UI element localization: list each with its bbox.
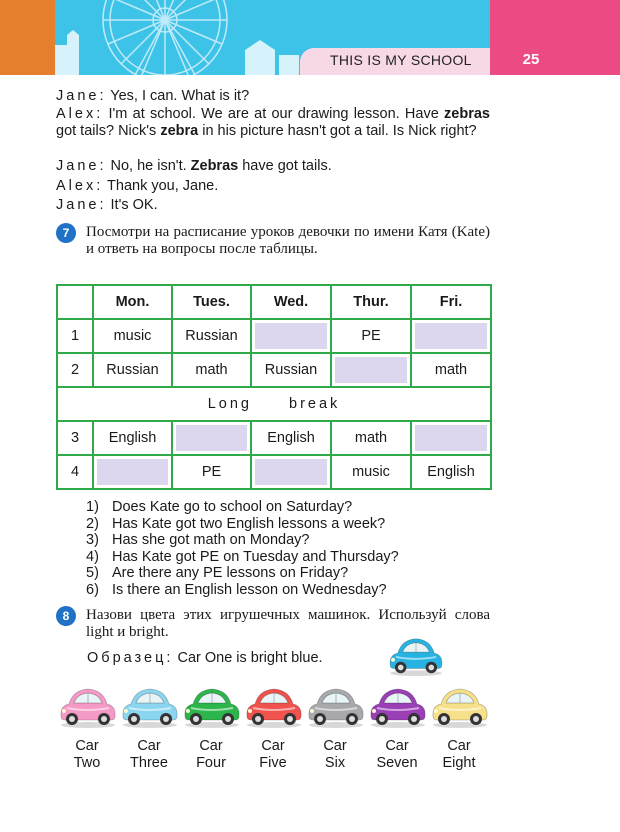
toy-car-image <box>305 684 367 735</box>
table-cell-blank <box>172 421 251 455</box>
table-cell: music <box>331 455 411 489</box>
car-label-line2: Three <box>130 755 168 771</box>
car-label <box>56 738 118 772</box>
table-cell-blank <box>331 353 411 387</box>
car-label-line1: Car <box>75 738 99 754</box>
dialogue-text: got tails? Nick's <box>56 122 161 139</box>
question-number: 4) <box>86 548 99 565</box>
car-label-line1: Car <box>447 738 471 754</box>
car-label <box>428 738 490 772</box>
table-cell: 3 <box>57 421 93 455</box>
exercise-number-badge: 7 <box>56 223 76 243</box>
car-label <box>366 738 428 772</box>
toy-car-image <box>181 684 243 735</box>
table-cell-blank <box>93 455 172 489</box>
bold-word: Zebras <box>190 158 239 174</box>
car-label-line2: Eight <box>442 755 476 771</box>
dialogue-text: in his picture hasn't got a tail. Is Nick right? <box>198 122 477 139</box>
list-item <box>86 565 490 582</box>
dialogue-text: No, he isn't. <box>106 158 191 174</box>
table-row <box>57 353 491 387</box>
toy-car-image <box>243 684 305 735</box>
chapter-title: THIS IS MY SCHOOL <box>330 52 472 68</box>
speaker-name: Alex: <box>56 106 104 122</box>
table-header-cell <box>57 285 93 319</box>
exercise-instruction: Посмотри на расписание уроков девочки по имени Катя (Kate) и ответь на вопросы после таблицы. <box>86 224 490 257</box>
sample-car-image <box>386 634 446 683</box>
sample-sentence <box>87 650 323 666</box>
question-number: 3) <box>86 532 99 549</box>
list-item <box>86 516 490 533</box>
table-cell-blank <box>251 319 331 353</box>
schedule-table <box>56 284 492 490</box>
long-break-label: Long break <box>57 387 491 421</box>
table-header-row <box>57 285 491 319</box>
table-header-cell: Fri. <box>411 285 491 319</box>
table-cell: math <box>172 353 251 387</box>
dialogue-line <box>56 88 490 105</box>
question-text: Is there an English lesson on Wednesday? <box>112 581 387 598</box>
question-number: 5) <box>86 565 99 582</box>
car-label-line2: Seven <box>376 755 418 771</box>
dialogue-line <box>56 158 490 175</box>
header-pink-block <box>490 0 620 75</box>
car-label-line2: Four <box>196 755 226 771</box>
speaker-name: Jane: <box>56 158 107 174</box>
question-text: Has she got math on Monday? <box>112 532 310 549</box>
car-label-line1: Car <box>261 738 285 754</box>
car-label <box>304 738 366 772</box>
list-item <box>86 499 490 516</box>
table-cell: English <box>251 421 331 455</box>
question-text: Does Kate go to school on Saturday? <box>112 499 353 515</box>
exercise-instruction: Назови цвета этих игрушечных машинок. Используй слова light и bright. <box>86 607 490 640</box>
dialogue-text: Yes, I can. What is it? <box>106 88 250 104</box>
table-cell: PE <box>331 319 411 353</box>
question-text: Has Kate got PE on Tuesday and Thursday? <box>112 548 399 565</box>
table-cell-blank <box>411 319 491 353</box>
table-row <box>57 319 491 353</box>
table-cell: 1 <box>57 319 93 353</box>
question-list <box>86 499 490 599</box>
speaker-name: Jane: <box>56 88 107 104</box>
question-text: Are there any PE lessons on Friday? <box>112 565 349 582</box>
car-label-line1: Car <box>199 738 223 754</box>
car-label <box>180 738 242 772</box>
dialogue-line <box>56 197 490 214</box>
question-text: Has Kate got two English lessons a week? <box>112 515 386 532</box>
dialogue-text: Thank you, Jane. <box>103 178 219 194</box>
table-cell: English <box>411 455 491 489</box>
car-label-line1: Car <box>385 738 409 754</box>
table-cell: math <box>331 421 411 455</box>
table-row <box>57 421 491 455</box>
page-header <box>0 0 620 75</box>
table-header-cell: Thur. <box>331 285 411 319</box>
toy-car-image <box>429 684 491 735</box>
page-number: 25 <box>522 51 540 68</box>
dialogue-text: It's OK. <box>106 197 158 213</box>
table-row-break <box>57 387 491 421</box>
toy-car-image <box>119 684 181 735</box>
sample-text: Car One is bright blue. <box>173 650 323 666</box>
table-cell: PE <box>172 455 251 489</box>
table-cell: English <box>93 421 172 455</box>
car-label-line1: Car <box>137 738 161 754</box>
table-cell: math <box>411 353 491 387</box>
dialogue-text: have got tails. <box>238 158 332 174</box>
speaker-name: Jane: <box>56 197 107 213</box>
speaker-name: Alex: <box>56 178 104 194</box>
car-label <box>242 738 304 772</box>
toy-car-image <box>367 684 429 735</box>
table-cell: 2 <box>57 353 93 387</box>
table-row <box>57 455 491 489</box>
table-cell-blank <box>411 421 491 455</box>
question-number: 2) <box>86 515 99 532</box>
header-orange-block <box>0 0 55 75</box>
question-number: 1) <box>86 499 99 515</box>
table-cell: 4 <box>57 455 93 489</box>
bold-word: zebras <box>444 106 490 122</box>
table-header-cell: Tues. <box>172 285 251 319</box>
sample-label: Образец: <box>87 650 174 666</box>
car-label-line2: Two <box>73 755 101 771</box>
dialogue-line <box>56 106 490 139</box>
question-number: 6) <box>86 581 99 598</box>
car-label <box>118 738 180 772</box>
toy-car-image <box>57 684 119 735</box>
list-item <box>86 582 490 599</box>
table-header-cell: Mon. <box>93 285 172 319</box>
table-cell: Russian <box>251 353 331 387</box>
table-cell-blank <box>251 455 331 489</box>
car-label-line2: Six <box>324 755 346 771</box>
bold-word: zebra <box>160 122 199 139</box>
table-cell: Russian <box>93 353 172 387</box>
list-item <box>86 532 490 549</box>
list-item <box>86 549 490 566</box>
table-header-cell: Wed. <box>251 285 331 319</box>
dialogue-text: I'm at school. We are at our drawing lesson. Have <box>103 106 445 122</box>
table-cell: music <box>93 319 172 353</box>
car-label-line2: Five <box>259 755 287 771</box>
car-label-line1: Car <box>323 738 347 754</box>
exercise-number-badge: 8 <box>56 606 76 626</box>
dialogue-line <box>56 178 490 195</box>
table-cell: Russian <box>172 319 251 353</box>
